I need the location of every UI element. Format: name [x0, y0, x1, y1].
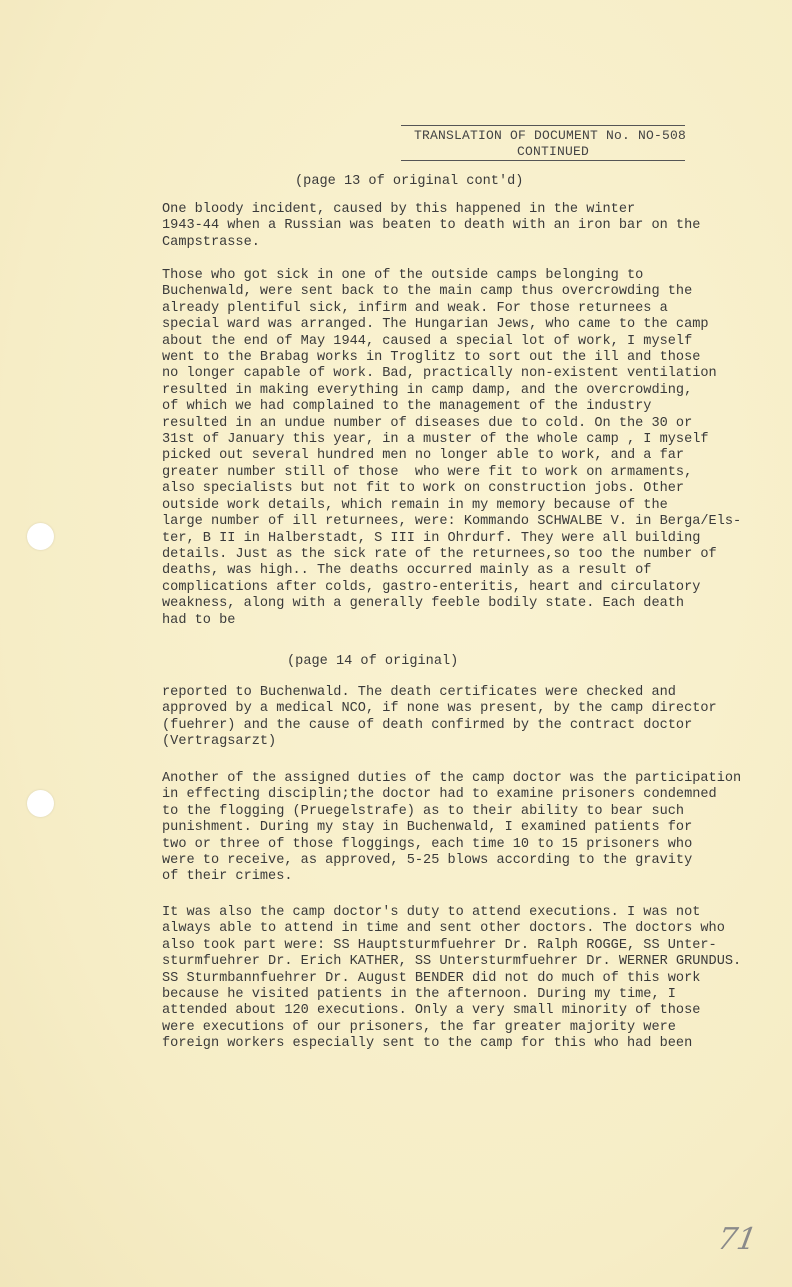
page-note: (page 13 of original cont'd)	[295, 174, 524, 189]
punch-hole	[27, 790, 54, 817]
punch-hole	[27, 523, 54, 550]
text-line: special ward was arranged. The Hungarian Jews, who came to the camp	[162, 317, 709, 333]
text-line: ter, B II in Halberstadt, S III in Ohrdurf. They were all building	[162, 530, 701, 546]
paragraph	[162, 905, 741, 1053]
text-line: were executions of our prisoners, the far greater majority were	[162, 1019, 676, 1035]
continued-label: CONTINUED	[516, 144, 589, 159]
text-line: because he visited patients in the afternoon. During my time, I	[162, 987, 676, 1003]
text-line: had to be	[162, 612, 236, 628]
text-line: about the end of May 1944, caused a special lot of work, I myself	[162, 333, 693, 349]
document-title: TRANSLATION OF DOCUMENT No. NO-508	[413, 128, 686, 143]
text-line: approved by a medical NCO, if none was present, by the camp director	[162, 701, 717, 717]
text-line: reported to Buchenwald. The death certificates were checked and	[162, 685, 676, 700]
text-line: Those who got sick in one of the outside camps belonging to	[162, 268, 644, 283]
text-line: two or three of those floggings, each time 10 to 15 prisoners who	[162, 836, 693, 852]
text-line: Campstrasse.	[162, 234, 260, 250]
paragraph	[162, 268, 741, 629]
text-line: (fuehrer) and the cause of death confirmed by the contract doctor	[162, 717, 693, 733]
text-line: deaths, was high.. The deaths occurred mainly as a result of	[162, 563, 652, 579]
text-line: Buchenwald, were sent back to the main camp thus overcrowding the	[162, 284, 693, 300]
text-line: One bloody incident, caused by this happened in the winter	[162, 202, 636, 217]
paragraph	[162, 771, 741, 886]
text-line: went to the Brabag works in Troglitz to sort out the ill and those	[162, 350, 701, 366]
text-line: large number of ill returnees, were: Kommando SCHWALBE V. in Berga/Els-	[162, 514, 742, 530]
text-line: of which we had complained to the management of the industry	[162, 399, 652, 415]
text-line: picked out several hundred men no longer able to work, and a far	[162, 448, 685, 464]
text-line: weakness, along with a generally feeble bodily state. Each death	[162, 596, 685, 612]
text-line: greater number still of those who were fit to work on armaments,	[162, 464, 693, 480]
text-line: resulted in an undue number of diseases due to cold. On the 30 or	[162, 415, 693, 431]
handwritten-page-number: 71	[714, 1222, 760, 1257]
text-line: 31st of January this year, in a muster of the whole camp , I myself	[162, 432, 709, 448]
text-line: already plentiful sick, infirm and weak. For those returnees a	[162, 300, 668, 316]
text-line: punishment. During my stay in Buchenwald, I examined patients for	[162, 820, 693, 836]
text-line: in effecting disciplin;the doctor had to examine prisoners condemned	[162, 787, 717, 803]
text-line: attended about 120 executions. Only a very small minority of those	[162, 1003, 701, 1019]
text-line: always able to attend in time and sent other doctors. The doctors who	[162, 921, 725, 937]
text-line: to the flogging (Pruegelstrafe) as to their ability to bear such	[162, 803, 685, 819]
text-line: also took part were: SS Hauptsturmfuehrer Dr. Ralph ROGGE, SS Unter-	[162, 937, 717, 953]
text-line: foreign workers especially sent to the camp for this who had been	[162, 1036, 693, 1052]
text-line: of their crimes.	[162, 869, 293, 885]
paragraph	[162, 685, 717, 751]
header-rule-bottom	[401, 160, 685, 161]
text-line: Another of the assigned duties of the camp doctor was the participation	[162, 771, 742, 786]
text-line: resulted in making everything in camp damp, and the overcrowding,	[162, 382, 693, 398]
page-note: (page 14 of original)	[287, 654, 459, 669]
text-line: (Vertragsarzt)	[162, 734, 277, 750]
text-line: sturmfuehrer Dr. Erich KATHER, SS Untersturmfuehrer Dr. WERNER GRUNDUS.	[162, 954, 742, 970]
paragraph	[162, 202, 700, 251]
text-line: SS Sturmbannfuehrer Dr. August BENDER did not do much of this work	[162, 970, 701, 986]
text-line: It was also the camp doctor's duty to attend executions. I was not	[162, 905, 701, 920]
text-line: outside work details, which remain in my memory because of the	[162, 497, 668, 513]
text-line: details. Just as the sick rate of the returnees,so too the number of	[162, 546, 717, 562]
text-line: no longer capable of work. Bad, practically non-existent ventilation	[162, 366, 717, 382]
text-line: 1943-44 when a Russian was beaten to death with an iron bar on the	[162, 218, 701, 234]
text-line: complications after colds, gastro-enteritis, heart and circulatory	[162, 579, 701, 595]
text-line: also specialists but not fit to work on construction jobs. Other	[162, 481, 685, 497]
header-rule-top	[401, 125, 685, 126]
text-line: were to receive, as approved, 5-25 blows according to the gravity	[162, 853, 693, 869]
